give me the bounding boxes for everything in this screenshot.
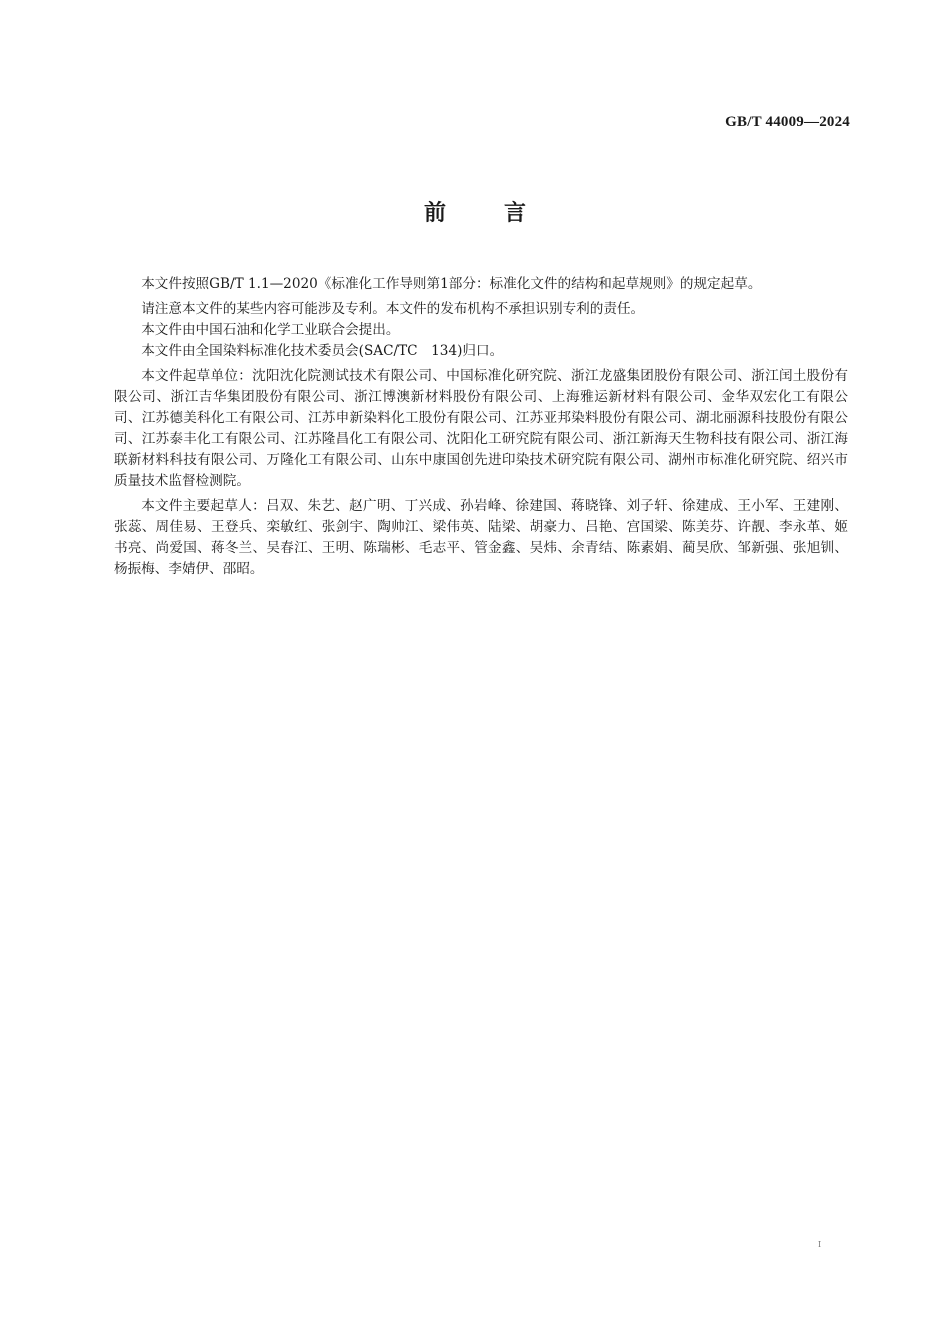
paragraph-drafters: 本文件主要起草人：吕双、朱艺、赵广明、丁兴成、孙岩峰、徐建国、蒋晓锋、刘子轩、徐建成、王小军、王建刚、张蕊、周佳易、王登兵、栾敏红、张剑宇、陶帅江、梁伟英、陆梁、胡豪力、吕艳、宫国梁、陈美芬、许靓、李永革、姬书亮、尚爱国、蒋冬兰、吴春江、王明、陈瑞彬、毛志平、管金鑫、吴炜、余青结、陈素娟、蔺昊欣、邹新强、张旭钏、杨振梅、李婧伊、邵昭。	[114, 498, 848, 577]
paragraph-patent-notice: 请注意本文件的某些内容可能涉及专利。本文件的发布机构不承担识别专利的责任。	[141, 301, 645, 317]
paragraph-drafting-rules: 本文件按照GB/T 1.1—2020《标准化工作导则第1部分：标准化文件的结构和起草规则》的规定起草。	[141, 276, 762, 292]
page-title: 前言	[423, 201, 584, 226]
page-number: I	[818, 1240, 822, 1249]
document-body	[114, 274, 848, 580]
paragraph-committee: 本文件由全国染料标准化技术委员会(SAC/TC 134)归口。	[141, 343, 504, 359]
standard-code: GB/T 44009—2024	[725, 114, 850, 130]
paragraph-proposer: 本文件由中国石油和化学工业联合会提出。	[141, 322, 400, 338]
paragraph-drafting-units: 本文件起草单位：沈阳沈化院测试技术有限公司、中国标准化研究院、浙江龙盛集团股份有限公司、浙江闰土股份有限公司、浙江吉华集团股份有限公司、浙江博澳新材料股份有限公司、上海雅运新材料有限公司、金华双宏化工有限公司、江苏德美科化工有限公司、江苏申新染料化工股份有限公司、江苏亚邦染料股份有限公司、湖北丽源科技股份有限公司、江苏泰丰化工有限公司、江苏隆昌化工有限公司、沈阳化工研究院有限公司、浙江新海天生物科技有限公司、浙江海联新材料科技有限公司、万隆化工有限公司、山东中康国创先进印染技术研究院有限公司、湖州市标准化研究院、绍兴市质量技术监督检测院。	[114, 368, 848, 489]
